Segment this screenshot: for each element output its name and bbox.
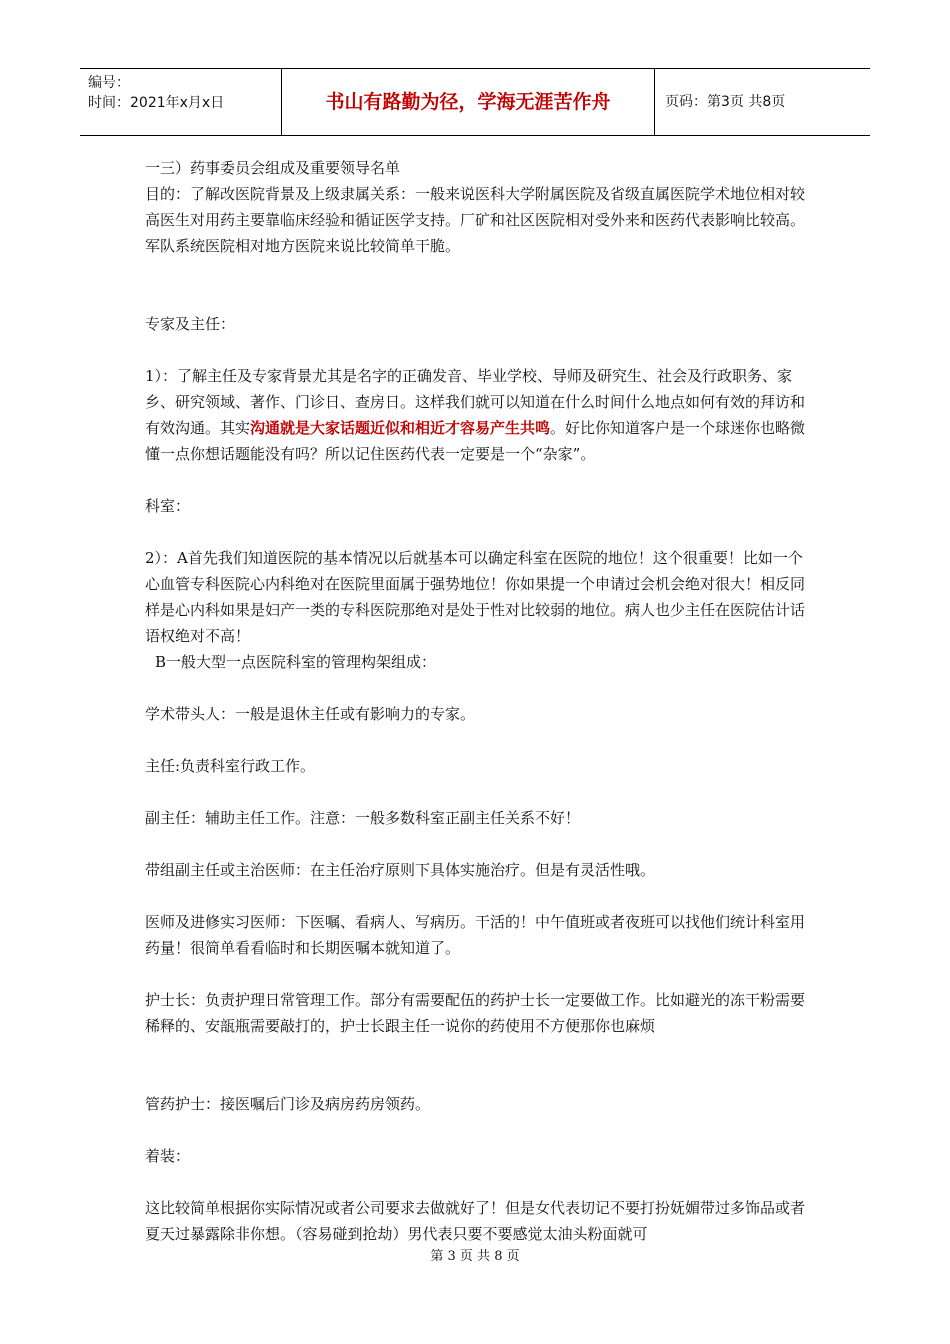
item2b-paragraph: B一般大型一点医院科室的管理构架组成： (155, 653, 437, 671)
page-footer: 第 3 页 共 8 页 (430, 1249, 520, 1264)
attire-heading: 着装： (145, 1147, 191, 1165)
item1-text-end: 。好比你知道客户是一个球迷你也略微懂一点你想话题能没有吗？所以记住医药代表一定要是一个“杂家”。 (145, 419, 806, 463)
section-title: 一三）药事委员会组成及重要领导名单 (145, 159, 401, 177)
header-motto: 书山有路勤为径，学海无涯苦作舟 (281, 69, 655, 135)
header-page-number: 页码：第3页 共8页 (665, 94, 786, 110)
role-head-nurse: 护士长：负责护理日常管理工作。部分有需要配伍的药护士长一定要做工作。比如避光的冻干粉需要稀释的、安瓿瓶需要敲打的，护士长跟主任一说你的药使用不方便那你也麻烦 (145, 991, 806, 1035)
item2-paragraph: 2）：A首先我们知道医院的基本情况以后就基本可以确定科室在医院的地位！这个很重要！比如一个心血管专科医院心内科绝对在医院里面属于强势地位！你如果提一个申请过会机会绝对很大！相反同样是心内科如果是妇产一类的专科医院那绝对是处于性对比较弱的地位。病人也少主任在医院估计话语权绝对不高！ (145, 549, 806, 645)
role-drug-nurse: 管药护士：接医嘱后门诊及病房药房领药。 (145, 1095, 431, 1113)
item1-paragraph (145, 363, 815, 467)
purpose-paragraph: 目的：了解改医院背景及上级隶属关系：一般来说医科大学附属医院及省级直属医院学术地位相对较高医生对用药主要靠临床经验和循证医学支持。厂矿和社区医院相对受外来和医药代表影响比较高。军队系统医院相对地方医院来说比较简单干脆。 (145, 185, 806, 255)
document-time-label: 时间：2021年x月x日 (88, 95, 225, 111)
experts-heading: 专家及主任： (145, 315, 236, 333)
role-resident: 医师及进修实习医师：下医嘱、看病人、写病历。干活的！中午值班或者夜班可以找他们统计科室用药量！很简单看看临时和长期医嘱本就知道了。 (145, 913, 806, 957)
document-body (145, 155, 815, 1247)
role-deputy-director: 副主任：辅助主任工作。注意：一般多数科室正副主任关系不好！ (145, 809, 581, 827)
header-meta (80, 69, 280, 135)
item1-text-start: 1）：了解主任及专家背景尤其是名字的正确发音、毕业学校、导师及研究生、社会及行政职务、家乡、研究领域、著作、门诊日、查房日。这样我们就可以知道在什么时间什么地点如何有效的拜访和有效沟通。其实 (145, 367, 806, 437)
item1-highlight: 沟通就是大家话题近似和相近才容易产生共鸣 (250, 419, 551, 437)
role-attending: 带组副主任或主治医师：在主任治疗原则下具体实施治疗。但是有灵活性哦。 (145, 861, 656, 879)
role-director: 主任:负责科室行政工作。 (145, 757, 316, 775)
document-number-label: 编号： (88, 75, 130, 91)
role-academic-leader: 学术带头人：一般是退休主任或有影响力的专家。 (145, 705, 476, 723)
page-header (80, 68, 870, 136)
department-heading: 科室： (145, 497, 191, 515)
attire-paragraph: 这比较简单根据你实际情况或者公司要求去做就好了！但是女代表切记不要打扮妩媚带过多饰品或者夏天过暴露除非你想。（容易碰到抢劫）男代表只要不要感觉太油头粉面就可 (145, 1199, 806, 1243)
